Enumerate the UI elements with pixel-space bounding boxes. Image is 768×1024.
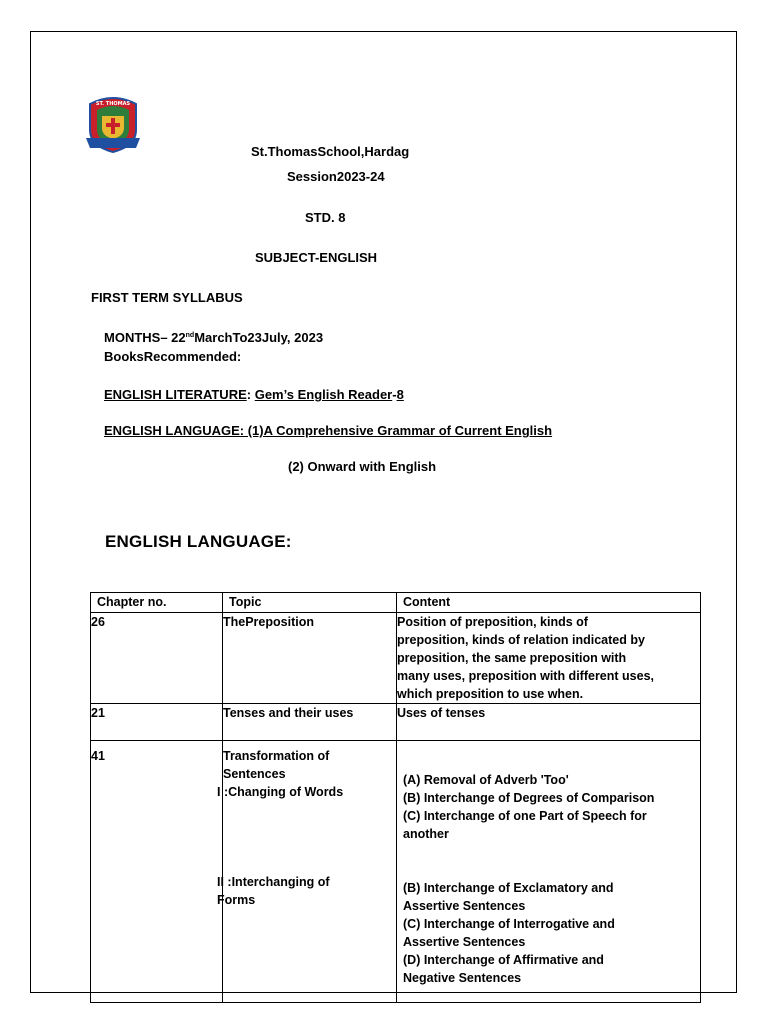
- content-line: Negative Sentences: [403, 971, 522, 985]
- content-line: preposition, kinds of relation indicated by: [397, 633, 645, 647]
- std: STD. 8: [305, 210, 346, 225]
- literature-title: Gem’s English Reader: [254, 387, 393, 402]
- session: Session2023-24: [287, 169, 385, 184]
- content-cell: [397, 613, 701, 704]
- content-cell: [397, 704, 701, 741]
- content-line: (B) Interchange of Degrees of Comparison: [403, 791, 655, 805]
- content-line: (A) Removal of Adverb 'Too': [403, 773, 569, 787]
- content-cell: [397, 741, 701, 1003]
- chapter-number: 41: [91, 741, 223, 1003]
- spacer: [397, 843, 700, 879]
- months-suffix: MarchTo23July, 2023: [194, 330, 324, 345]
- spacer: [397, 747, 700, 765]
- language-books-second: (2) Onward with English: [288, 459, 437, 474]
- content-line: Assertive Sentences: [403, 935, 526, 949]
- header-chapter: Chapter no.: [91, 593, 223, 613]
- subtopic-interchanging-forms: Forms: [217, 893, 256, 907]
- table-header-row: [91, 593, 701, 613]
- content-line: another: [403, 827, 449, 841]
- months-sup: nd: [185, 332, 195, 339]
- literature-line: [104, 387, 404, 402]
- literature-label: ENGLISH LITERATURE: [104, 387, 247, 402]
- subtopic-changing-words: I :Changing of Words: [217, 785, 344, 799]
- term-title: FIRST TERM SYLLABUS: [91, 290, 243, 305]
- topic-line: Transformation of: [223, 749, 330, 763]
- topic-cell: Tenses and their uses: [223, 704, 397, 741]
- months-prefix: MONTHS– 22: [104, 330, 186, 345]
- content-line: (B) Interchange of Exclamatory and: [403, 881, 614, 895]
- syllabus-table: [90, 592, 701, 1003]
- content-line: many uses, preposition with different uses,: [397, 669, 654, 683]
- header-content: Content: [397, 593, 701, 613]
- months-line: [104, 330, 323, 345]
- content-line: Assertive Sentences: [403, 899, 526, 913]
- spacer: [223, 801, 396, 873]
- literature-sep: :: [246, 387, 255, 402]
- subtopic-interchanging-forms: II :Interchanging of: [217, 875, 330, 889]
- topic-line: Sentences: [223, 767, 286, 781]
- school-crest-logo: [84, 94, 142, 156]
- table-row: [91, 741, 701, 1003]
- literature-num: 8: [396, 387, 404, 402]
- content-line: (C) Interchange of Interrogative and: [403, 917, 615, 931]
- content-line: which preposition to use when.: [397, 687, 584, 701]
- chapter-number: 21: [91, 704, 223, 741]
- content-line: Position of preposition, kinds of: [397, 615, 588, 629]
- school-name: St.ThomasSchool,Hardag: [251, 144, 410, 159]
- header-topic: Topic: [223, 593, 397, 613]
- content-line: (C) Interchange of one Part of Speech for: [403, 809, 647, 823]
- content-line: preposition, the same preposition with: [397, 651, 627, 665]
- table-row: [91, 613, 701, 704]
- topic-cell: ThePreposition: [223, 613, 397, 704]
- content-line: (D) Interchange of Affirmative and: [403, 953, 604, 967]
- table-row: [91, 704, 701, 741]
- books-label: BooksRecommended:: [104, 349, 242, 364]
- language-books-line: ENGLISH LANGUAGE: (1)A Comprehensive Grammar of Current English: [104, 423, 553, 438]
- subject: SUBJECT-ENGLISH: [255, 250, 378, 265]
- svg-text:ST. THOMAS: ST. THOMAS: [95, 101, 131, 107]
- chapter-number: 26: [91, 613, 223, 704]
- content-line: Uses of tenses: [397, 706, 486, 720]
- section-heading: ENGLISH LANGUAGE:: [105, 532, 292, 551]
- literature-dash: -: [392, 387, 397, 402]
- topic-cell: [217, 741, 397, 1003]
